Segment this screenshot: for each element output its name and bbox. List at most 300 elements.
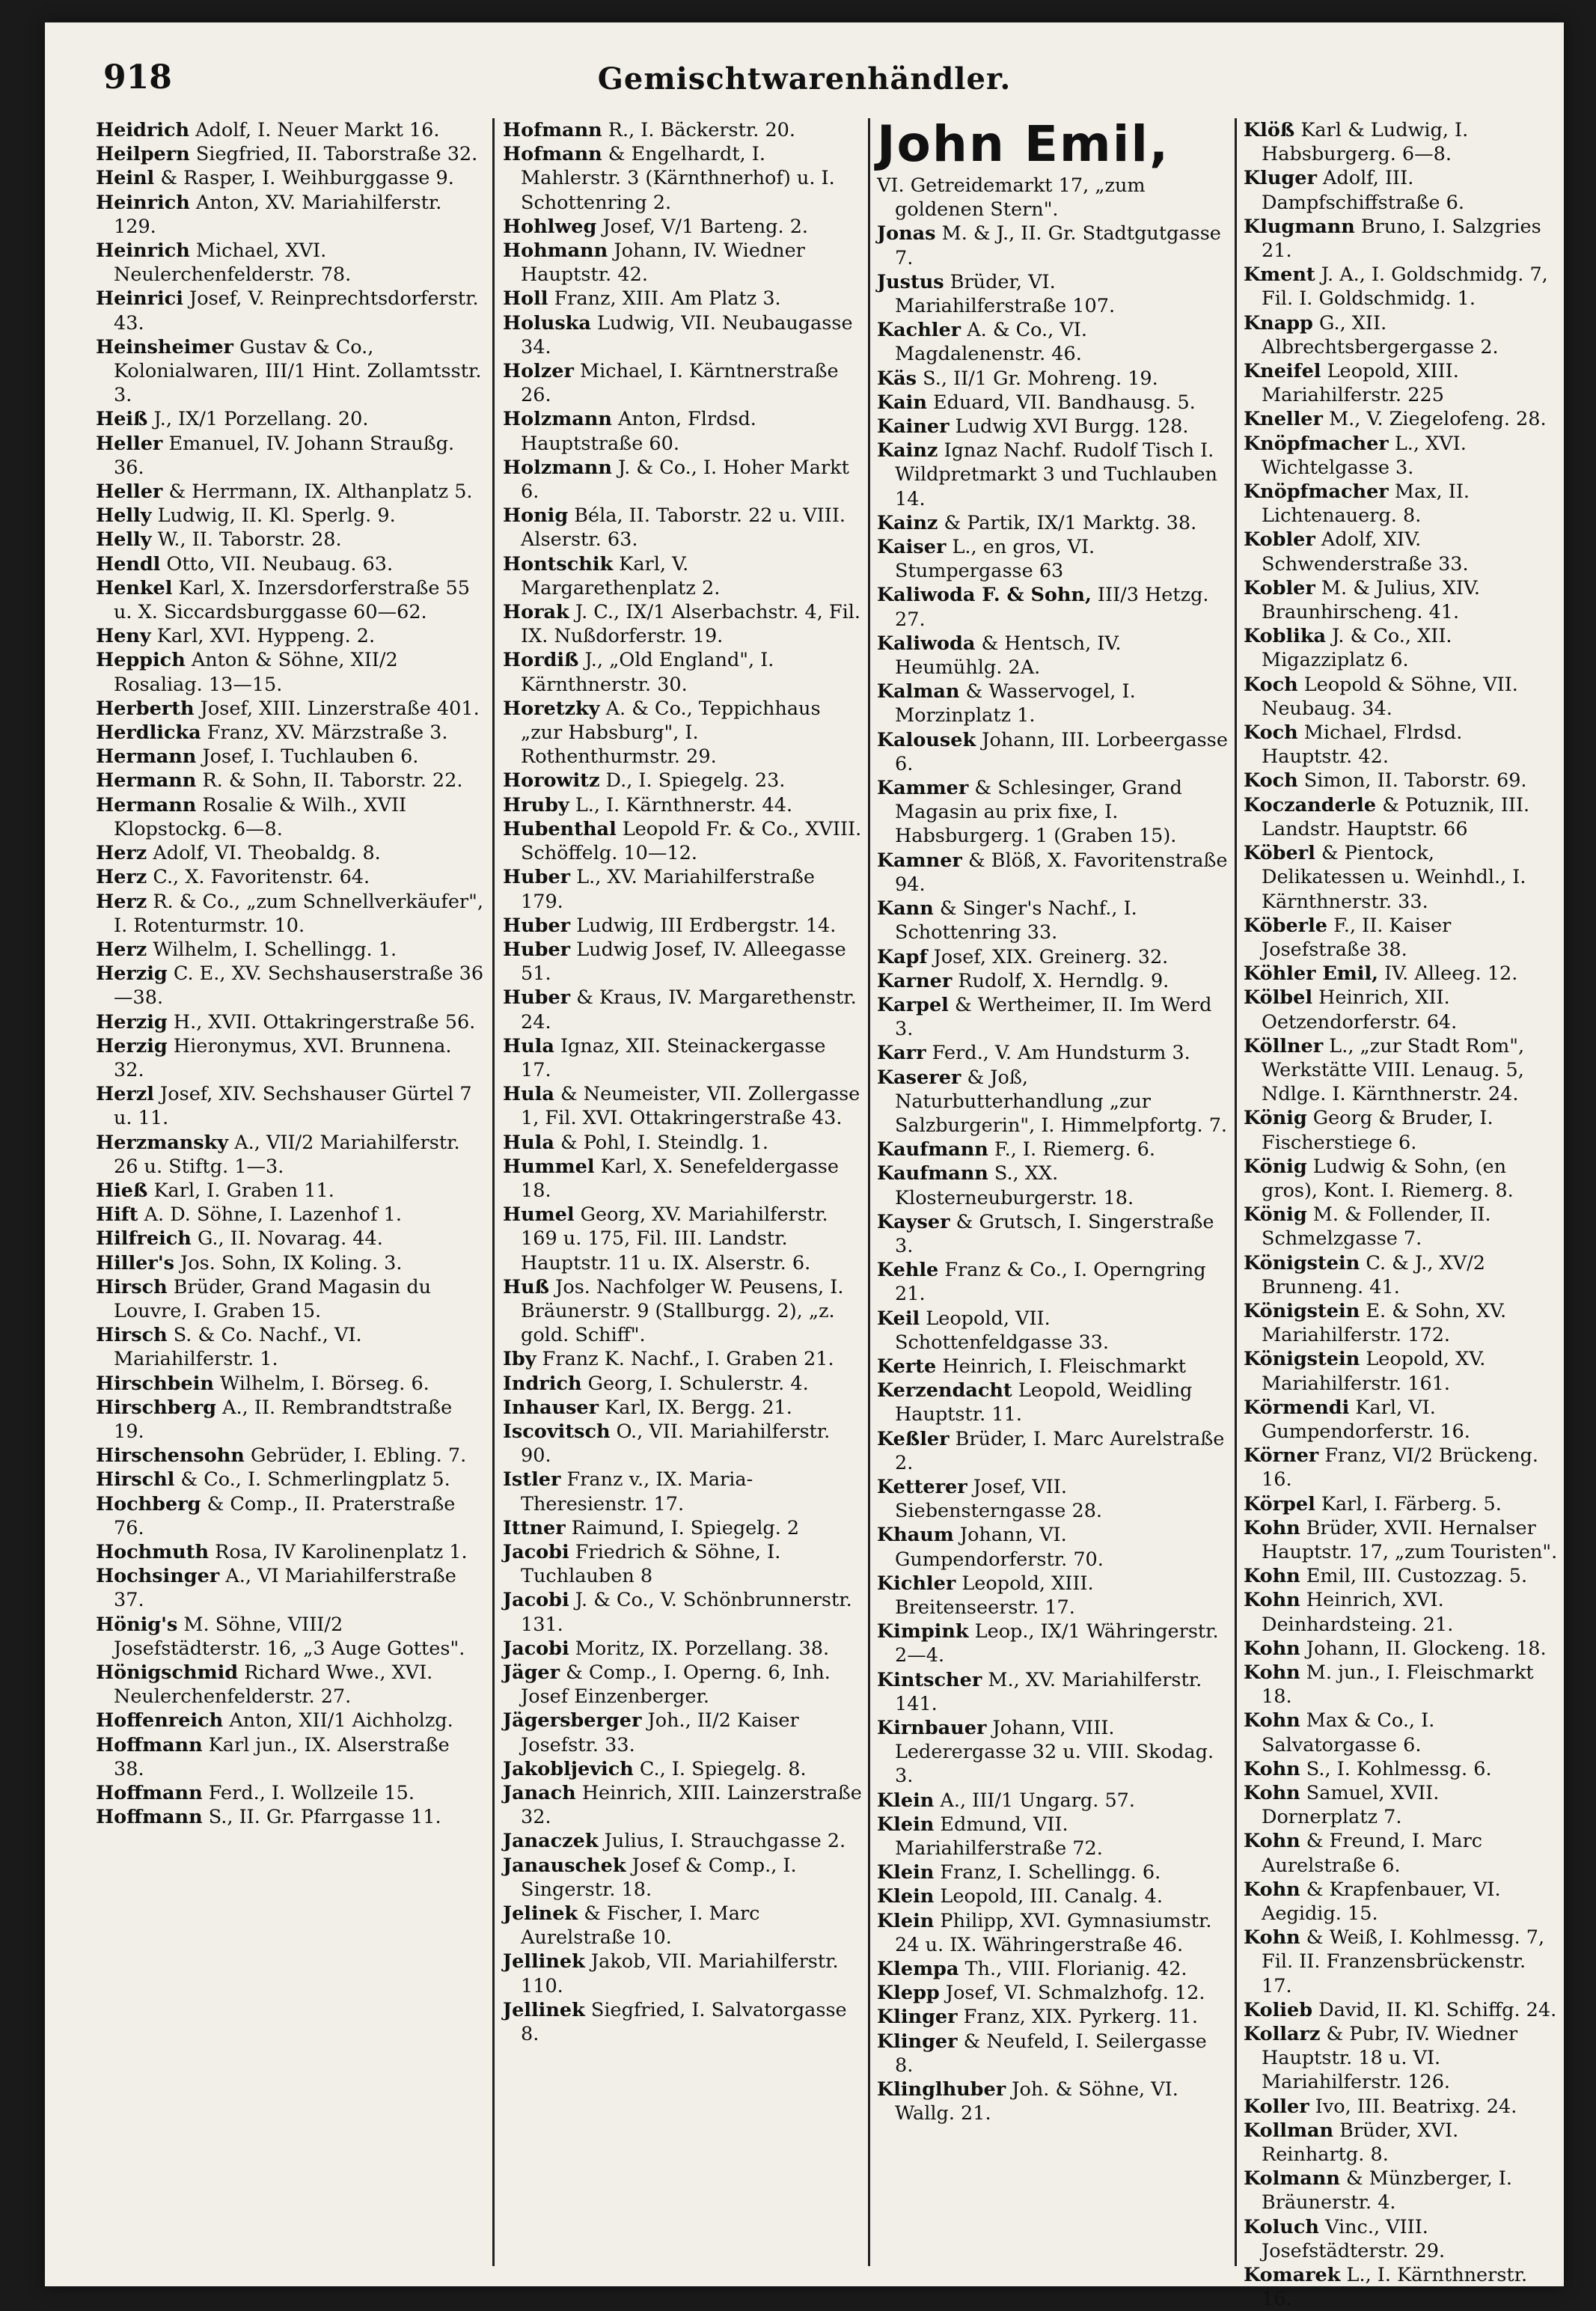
directory-entry [96,697,485,721]
entry-details: Karl jun., IX. Alserstraße 38. [114,1733,450,1780]
entry-name: Hift [96,1203,138,1227]
entry-details: Th., VIII. Florianig. 42. [958,1958,1187,1981]
directory-entry [1244,1781,1558,1829]
entry-name: Herzig [96,962,168,986]
directory-entry [1244,841,1558,914]
entry-details: & Partik, IX/1 Marktg. 38. [938,511,1197,534]
entry-name: Holl [503,287,548,311]
entry-details: S., II. Gr. Pfarrgasse 11. [202,1806,441,1829]
directory-entry [877,849,1229,897]
directory-entry [877,1619,1229,1667]
directory-entry [503,1950,862,1997]
directory-entry [1244,118,1558,166]
entry-details: G., II. Novarag. 44. [191,1227,383,1251]
directory-entry [96,1082,485,1130]
directory-entry [877,1475,1229,1523]
entry-name: Hirschl [96,1468,175,1492]
entry-name: Kohn [1244,1661,1300,1684]
entry-name: Klepp [877,1982,940,2005]
entry-details: M. & Follender, II. Schmelzgasse 7. [1262,1203,1491,1251]
entry-name: Hummel [503,1155,595,1178]
entry-details: & Engelhardt, I. Mahlerstr. 3 (Kärnthnerhof) u. I. Schottenring 2. [521,143,835,214]
entry-name: Kain [877,391,927,414]
directory-entry [877,1813,1229,1860]
entry-name: Klein [877,1813,935,1836]
entry-name: Kaserer [877,1066,961,1089]
entry-details: Franz, XIII. Am Platz 3. [548,287,781,311]
directory-entry [96,769,485,793]
entry-details: S., XX. Klosterneuburgerstr. 18. [895,1162,1134,1209]
directory-entry [503,239,862,287]
entry-name: Hönig's [96,1613,178,1636]
directory-entry [877,318,1229,366]
directory-entry [877,1258,1229,1306]
entry-details: Anton, Flrdsd. Hauptstraße 60. [521,408,756,455]
entry-name: Herberth [96,697,195,720]
entry-details: L., I. Kärnthnerstr. 16. [1262,2264,1528,2311]
directory-entry [1244,1444,1558,1492]
big-header: John Emil, [877,115,1170,173]
entry-name: Kölbel [1244,986,1313,1010]
entry-name: Hendl [96,552,161,576]
entry-name: Kaufmann [877,1138,988,1161]
entry-name: Kohn [1244,1589,1300,1612]
entry-name: Köberle [1244,914,1328,937]
directory-entry [1244,1203,1558,1251]
directory-entry [96,118,485,142]
entry-name: Klinglhuber [877,2078,1006,2101]
entry-details: Béla, II. Taborstr. 22 u. VIII. Alserstr. 63. [521,504,846,552]
entry-details: Anton, XV. Mariahilferstr. 129. [114,191,442,238]
entry-name: Heidrich [96,119,190,141]
directory-entry [877,1066,1229,1138]
directory-entry [96,576,485,624]
entry-name: Herz [96,842,147,865]
entry-name: Königstein [1244,1251,1360,1274]
entry-name: Hubenthal [503,817,617,840]
directory-entry [877,439,1229,511]
directory-entry [96,1034,485,1082]
entry-name: Kohn [1244,1709,1300,1733]
entry-name: Iscovitsch [503,1420,611,1443]
entry-name: Janauschek [503,1854,626,1877]
entry-details: Michael, Flrdsd. Hauptstr. 42. [1262,721,1463,769]
directory-entry [1244,2022,1558,2095]
entry-details: Ignaz Nachf. Rudolf Tisch I. Wildpretmarkt 3 und Tuchlauben 14. [895,439,1217,510]
entry-name: Hermann [96,745,197,769]
entry-details: M. & J., II. Gr. Stadtgutgasse 7. [895,222,1221,269]
entry-details: Josef, XIX. Greinerg. 32. [927,945,1169,968]
entry-name: Kohn [1244,1830,1300,1853]
directory-entry [503,697,862,769]
directory-entry [503,1540,862,1588]
directory-entry [96,432,485,480]
entry-name: Knöpfmacher [1244,480,1389,504]
entry-details: S. & Co. Nachf., VI. Mariahilferstr. 1. [114,1324,362,1371]
directory-entry [1244,1709,1558,1756]
entry-name: Klugmann [1244,215,1355,238]
column-rule [1235,118,1237,2266]
entry-details: Johann, IV. Wiedner Hauptstr. 42. [521,239,805,287]
entry-details: L., en gros, VI. Stumpergasse 63 [895,536,1095,583]
directory-entry [877,1909,1229,1957]
entry-details: Brüder, I. Marc Aurelstraße 2. [895,1427,1225,1474]
entry-name: Heller [96,480,163,504]
entry-details: Karl & Ludwig, I. Habsburgerg. 6—8. [1262,119,1469,166]
entry-details: Samuel, XVII. Dornerplatz 7. [1262,1782,1440,1829]
entry-details: L., XV. Mariahilferstraße 179. [521,866,815,913]
entry-name: Kluger [1244,167,1317,190]
directory-entry [1244,673,1558,721]
directory-entry [503,456,862,504]
directory-entry [503,552,862,600]
entry-details: W., II. Taborstr. 28. [151,528,342,552]
entry-name: Kaliwoda F. & Sohn, [877,584,1092,607]
entry-name: Holzmann [503,408,612,431]
entry-details: Leopold Fr. & Co., XVIII. Schöffelg. 10—12. [521,817,862,865]
entry-details: L., „zur Stadt Rom", Werkstätte VIII. Lenaug. 5, Ndlge. I. Kärnthnerstr. 24. [1262,1034,1525,1106]
directory-entry [1244,1661,1558,1709]
entry-name: Kneifel [1244,360,1321,383]
entry-details: Julius, I. Strauchgasse 2. [598,1830,846,1853]
entry-name: Kammer [877,777,969,800]
entry-details: Brüder, XVI. Reinhartg. 8. [1262,2119,1459,2167]
entry-details: Wilhelm, I. Schellingg. 1. [147,938,397,961]
entry-name: Körmendi [1244,1396,1350,1419]
directory-entry [1244,311,1558,359]
directory-entry [877,511,1229,535]
entry-details: Franz, I. Schellingg. 6. [934,1861,1161,1884]
directory-entry [1244,1155,1558,1203]
entry-name: Huber [503,866,571,889]
entry-details: A. & Co., Teppichhaus „zur Habsburg", I. Rothenthurmstr. 29. [521,697,821,769]
entry-details: Ludwig XVI Burgg. 128. [949,415,1189,439]
directory-entry [503,1347,862,1371]
entry-name: Heilpern [96,143,190,166]
directory-entry [1244,1106,1558,1154]
entry-name: Kneller [1244,408,1323,431]
directory-entry [96,1372,485,1396]
entry-details: Franz & Co., I. Operngring 21. [895,1259,1206,1306]
entry-name: Jellinek [503,1950,585,1973]
entry-details: C., I. Spiegelg. 8. [633,1757,807,1780]
entry-details: Adolf, I. Neuer Markt 16. [189,119,440,141]
entry-details: Josef, I. Tuchlauben 6. [196,745,419,769]
entry-details: Michael, I. Kärntnerstraße 26. [521,360,839,407]
entry-name: Kimpink [877,1620,969,1643]
directory-entry [503,118,862,142]
entry-details: Josef, VII. Siebensterngasse 28. [895,1475,1103,1523]
entry-details: Heinrich, XIII. Lainzerstraße 32. [521,1782,862,1829]
entry-details: Wilhelm, I. Börseg. 6. [213,1372,429,1395]
directory-entry [96,1010,485,1034]
directory-entry [503,311,862,359]
entry-details: L., XVI. Wichtelgasse 3. [1262,432,1467,479]
entry-name: Hoffmann [96,1806,203,1829]
entry-name: Kamner [877,849,962,872]
entry-name: Herz [96,866,147,889]
entry-details: Karl, VI. Gumpendorferstr. 16. [1262,1396,1470,1443]
directory-entry [877,1379,1229,1426]
entry-name: Kainz [877,439,938,462]
directory-entry [503,1131,862,1155]
entry-details: C. E., XV. Sechshauserstraße 36—38. [114,962,484,1010]
entry-name: Helly [96,528,152,552]
entry-details: Jakob, VII. Mariahilferstr. 110. [521,1950,839,1997]
directory-entry [503,1034,862,1082]
entry-name: Kobler [1244,576,1315,599]
directory-entry [1244,624,1558,672]
directory-entry [503,1082,862,1130]
entry-details: & Schlesinger, Grand Magasin au prix fixe, I. Habsburgerg. 1 (Graben 15). [895,777,1182,848]
entry-details: Heinrich, I. Fleischmarkt [936,1355,1186,1378]
directory-entry [503,769,862,793]
entry-details: Michael, XVI. Neulerchenfelderstr. 78. [114,239,352,287]
running-head: Gemischtwarenhändler. [597,61,1012,97]
entry-details: & Krapfenbauer, VI. Aegidig. 15. [1262,1878,1501,1926]
entry-name: Heiß [96,408,148,431]
entry-name: Koch [1244,769,1298,793]
entry-details: Moritz, IX. Porzellang. 38. [569,1637,830,1660]
entry-details: & Wasservogel, I. Morzinplatz 1. [895,680,1136,727]
directory-entry [96,1275,485,1323]
entry-name: Kirnbauer [877,1717,987,1739]
entry-name: Herz [96,938,147,961]
directory-entry [503,1275,862,1348]
entry-name: Heller [96,432,163,455]
entry-details: F., II. Kaiser Josefstraße 38. [1262,914,1452,961]
entry-name: Hiller's [96,1251,174,1274]
directory-entry [96,938,485,962]
entry-name: Kohn [1244,1565,1300,1588]
entry-name: Kolmann [1244,2167,1340,2191]
directory-entry [1244,432,1558,480]
directory-entry [1244,986,1558,1034]
entry-name: Istler [503,1468,561,1492]
directory-entry [96,1468,485,1492]
entry-name: Keil [877,1307,920,1330]
directory-entry [503,986,862,1034]
entry-details: Ludwig, II. Kl. Sperlg. 9. [151,504,396,528]
directory-page [45,22,1564,2311]
entry-details: III/3 Hetzg. 27. [895,584,1209,631]
entry-name: Hohlweg [503,215,597,238]
directory-entry [1244,1637,1558,1661]
entry-details: Max, II. Lichtenauerg. 8. [1262,480,1470,528]
entry-details: Eduard, VII. Bandhausg. 5. [926,391,1196,414]
directory-entry [96,1179,485,1203]
entry-name: Kohn [1244,1782,1300,1805]
entry-name: König [1244,1155,1307,1178]
directory-entry [96,745,485,769]
entry-details: R., I. Bäckerstr. 20. [602,119,796,141]
directory-entry [877,583,1229,631]
entry-details: Ludwig Josef, IV. Alleegasse 51. [521,938,846,986]
directory-entry [96,841,485,865]
entry-details: Hieronymus, XVI. Brunnena. 32. [114,1034,452,1081]
entry-details: Franz v., IX. Maria-Theresienstr. 17. [521,1468,753,1515]
entry-details: M. Söhne, VIII/2 Josefstädterstr. 16, „3 Auge Gottes". [114,1613,465,1660]
directory-entry [877,367,1229,391]
directory-entry [96,191,485,239]
directory-entry [1244,2167,1558,2214]
entry-name: Kehle [877,1259,939,1282]
entry-name: Hofmann [503,143,602,166]
entry-details: Heinrich, XVI. Deinhardsteing. 21. [1262,1589,1454,1636]
entry-details: & Kraus, IV. Margarethenstr. 24. [521,986,857,1034]
column-rule [492,118,495,2266]
entry-name: Kainer [877,415,950,439]
entry-details: G., XII. Albrechtsbergergasse 2. [1262,311,1499,358]
entry-details: & Rasper, I. Weihburggasse 9. [154,167,454,190]
directory-entry [877,1789,1229,1813]
entry-details: & Neumeister, VII. Zollergasse 1, Fil. XVI. Ottakringerstraße 43. [521,1083,860,1130]
directory-entry [877,1427,1229,1475]
entry-details: Franz K. Nachf., I. Graben 21. [536,1348,834,1371]
entry-details: J. A., I. Goldschmidg. 7, Fil. I. Goldschmidg. 1. [1262,263,1548,311]
entry-details: Anton & Söhne, XII/2 Rosaliag. 13—15. [114,649,398,696]
directory-entry [96,1492,485,1540]
directory-entry [96,1613,485,1661]
directory-entry [503,1757,862,1781]
entry-details: Leop., IX/1 Währingerstr. 2—4. [895,1620,1219,1667]
directory-entry [96,1733,485,1781]
directory-entry [1244,1516,1558,1564]
entry-details: & Neufeld, I. Seilergasse 8. [895,2030,1207,2077]
directory-entry [96,1203,485,1227]
entry-name: Huber [503,938,571,961]
entry-details: David, II. Kl. Schiffg. 24. [1312,1998,1557,2021]
column-3 [877,115,1229,2266]
directory-entry [96,1805,485,1829]
entry-name: Kolieb [1244,1998,1313,2021]
entry-details: J. & Co., V. Schönbrunnerstr. 131. [521,1589,852,1636]
directory-entry [877,728,1229,776]
entry-name: Koller [1244,2095,1309,2118]
entry-name: Jacobi [503,1540,569,1563]
entry-name: Hilfreich [96,1227,192,1251]
directory-entry [503,793,862,817]
entry-details: C. & J., XV/2 Brunneng. 41. [1262,1251,1485,1298]
entry-details: Leopold, VII. Schottenfeldgasse 33. [895,1307,1109,1354]
entry-name: Kohn [1244,1516,1300,1539]
entry-name: Heinrich [96,191,190,214]
entry-name: Kann [877,897,934,921]
entry-details: J., IX/1 Porzellang. 20. [147,408,369,431]
entry-details: J. & Co., XII. Migazziplatz 6. [1262,625,1452,672]
entry-details: Georg, I. Schulerstr. 4. [581,1372,809,1395]
entry-details: & Wertheimer, II. Im Werd 3. [895,993,1212,1041]
entry-details: VI. Getreidemarkt 17, „zum goldenen Stern". [877,174,1146,222]
entry-name: Kobler [1244,528,1315,552]
entry-name: Jacobi [503,1589,569,1612]
entry-name: Hula [503,1034,554,1057]
entry-name: Jelinek [503,1902,578,1926]
directory-entry [877,1716,1229,1789]
directory-entry [96,1661,485,1709]
entry-details: Ferd., V. Am Hundsturm 3. [926,1042,1190,1065]
entry-name: Horetzky [503,697,600,720]
directory-entry [503,407,862,455]
entry-name: Kerzendacht [877,1379,1012,1402]
entry-name: Kaliwoda [877,632,976,655]
entry-name: Janach [503,1782,576,1805]
entry-details: Rosa, IV Karolinenplatz 1. [209,1540,468,1563]
directory-entry [1244,1396,1558,1444]
entry-details: A., III/1 Ungarg. 57. [934,1789,1136,1812]
entry-name: Hirsch [96,1275,168,1298]
directory-entry [503,1829,862,1853]
entry-details: A., II. Rembrandtstraße 19. [114,1396,453,1443]
column-rule [868,118,870,2266]
entry-details: Otto, VII. Neubaug. 63. [160,552,394,576]
directory-entry [877,1668,1229,1716]
entry-details: J. & Co., I. Hoher Markt 6. [521,456,849,504]
entry-details: Anton, XII/1 Aichholzg. [223,1709,453,1733]
directory-entry [96,1709,485,1733]
entry-details: & Comp., II. Praterstraße 76. [114,1492,456,1539]
directory-entry [96,335,485,408]
entry-name: Keßler [877,1427,950,1450]
entry-details: Emanuel, IV. Johann Straußg. 36. [114,432,455,479]
directory-entry [877,1860,1229,1884]
entry-details: Siegfried, I. Salvatorgasse 8. [521,1998,847,2046]
entry-name: Honig [503,504,569,528]
directory-entry [877,1523,1229,1571]
entry-details: Philipp, XVI. Gymnasiumstr. 24 u. IX. Währingerstraße 46. [895,1909,1212,1956]
entry-name: Kapf [877,945,928,968]
entry-name: Köberl [1244,842,1315,865]
directory-entry [877,1572,1229,1619]
directory-entry [1244,1034,1558,1107]
entry-details: Karl, XVI. Hyppeng. 2. [150,625,376,648]
directory-entry [877,1210,1229,1258]
directory-entry [1244,769,1558,793]
entry-name: Hula [503,1083,554,1106]
directory-entry [877,270,1229,318]
directory-entry [1244,1251,1558,1299]
entry-name: Hochmuth [96,1540,210,1563]
entry-details: Leopold, XIII. Mariahilferstr. 225 [1262,360,1459,407]
entry-name: Kachler [877,319,961,342]
entry-details: Gebrüder, I. Ebling. 7. [244,1444,467,1468]
entry-details: & Fischer, I. Marc Aurelstraße 10. [521,1902,760,1950]
entry-name: Herdlicka [96,721,201,745]
entry-name: Karr [877,1042,926,1065]
entry-name: Khaum [877,1524,954,1547]
entry-name: Kalman [877,680,960,703]
directory-entry [96,1131,485,1179]
page-number: 918 [103,58,172,97]
entry-details: IV. Alleeg. 12. [1378,962,1518,986]
directory-entry [96,480,485,504]
directory-entry [1244,1347,1558,1395]
directory-entry [96,648,485,696]
entry-details: & Pientock, Delikatessen u. Weinhdl., I. Kärnthnerstr. 33. [1262,842,1526,913]
entry-name: Komarek [1244,2264,1341,2287]
directory-entry [1244,480,1558,528]
directory-entry [503,938,862,986]
directory-entry [1244,1492,1558,1516]
entry-name: Jäger [503,1661,560,1684]
directory-entry [1244,215,1558,263]
entry-details: Emil, III. Custozzag. 5. [1300,1565,1528,1588]
entry-details: Raimund, I. Spiegelg. 2 [565,1516,800,1539]
entry-name: Janaczek [503,1830,599,1853]
entry-details: Josef, XIII. Linzerstraße 401. [194,697,480,720]
entry-details: Brüder, Grand Magasin du Louvre, I. Graben 15. [114,1275,432,1322]
entry-details: Franz, XV. Märzstraße 3. [201,721,448,745]
